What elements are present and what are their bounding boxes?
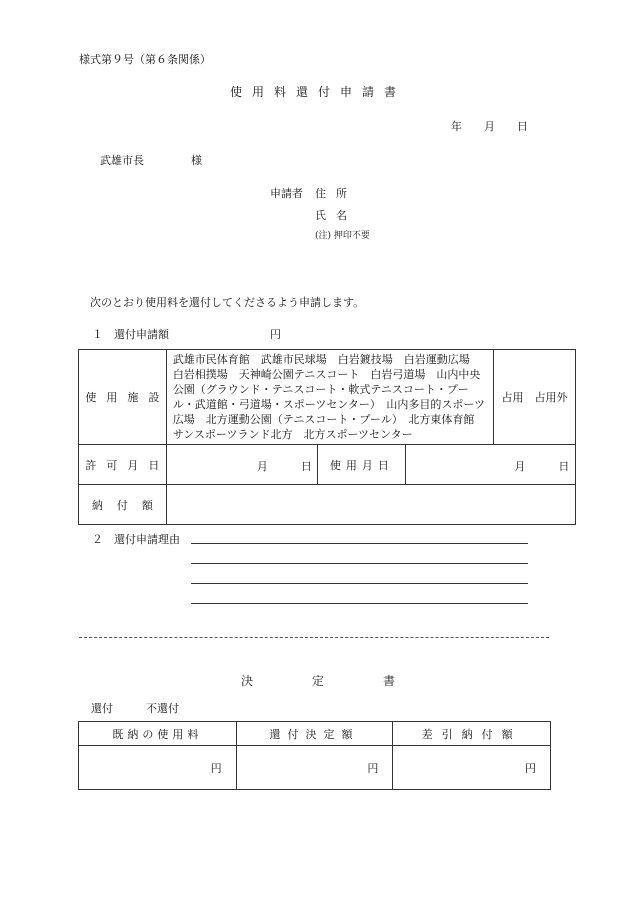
refund-amount-field[interactable] xyxy=(236,746,393,790)
date-day-label: 日 xyxy=(517,120,528,133)
name-label: 氏名 xyxy=(315,209,357,222)
use-date-label: 使用月日 xyxy=(318,445,406,485)
use-month-label: 月 xyxy=(514,460,526,473)
reason-line-4[interactable] xyxy=(191,603,528,604)
facility-list: 武雄市民体育館 武雄市民球場 白岩鍍技場 白岩運動広場 白岩相撲場 天神崎公園テニスコート 白岩弓道場 山内中央公園（グラウンド・テニスコート・軟式テニスコート・プール・武道館・弓道場・スポーツセンター） 山内多目的スポーツ広場 北方運動公園（テニスコート・プール） 北方東体育館 サンスポーツランド北方 北方スポーツセンター xyxy=(166,350,493,445)
page-title: 使用料還付申請書 xyxy=(230,85,407,99)
honorific: 様 xyxy=(191,154,202,167)
applicant-label: 申請者 xyxy=(270,187,303,200)
refund-amount-label: １ 還付申請額 xyxy=(92,328,169,341)
use-day-label: 日 xyxy=(558,460,570,473)
refund-amount-unit: 円 xyxy=(270,328,281,341)
permit-month-label: 月 xyxy=(256,460,268,473)
address-label: 住所 xyxy=(315,187,357,200)
paid-amount-label: 納付額 xyxy=(79,485,167,525)
use-date-field[interactable] xyxy=(406,445,576,485)
decision-title: 決定書 xyxy=(241,674,455,688)
addressee: 武雄市長 xyxy=(100,154,144,167)
permit-day-label: 日 xyxy=(300,460,312,473)
reason-line-1[interactable] xyxy=(191,543,528,544)
facility-label: 使用施設 xyxy=(79,350,167,445)
refund-option: 還付 xyxy=(91,702,113,715)
net-amount-field[interactable] xyxy=(393,746,551,790)
reason-line-2[interactable] xyxy=(191,563,528,564)
paid-amount-field[interactable] xyxy=(166,485,575,525)
header-net-amount: 差引納付額 xyxy=(393,722,551,746)
facility-table xyxy=(78,349,576,525)
date-month-label: 月 xyxy=(484,120,495,133)
net-amount-unit: 円 xyxy=(525,761,536,775)
cut-line xyxy=(79,637,549,638)
date-year-label: 年 xyxy=(451,120,462,133)
refund-amount-unit: 円 xyxy=(367,761,379,775)
decision-table xyxy=(78,721,551,790)
reason-line-3[interactable] xyxy=(191,583,528,584)
permit-date-label: 許可月日 xyxy=(79,445,167,485)
paid-fee-field[interactable] xyxy=(79,746,237,790)
header-refund-amount: 還付決定額 xyxy=(236,722,393,746)
paid-fee-unit: 円 xyxy=(210,761,222,775)
permit-date-field[interactable] xyxy=(166,445,318,485)
no-refund-option: 不還付 xyxy=(146,702,179,715)
reason-label: ２ 還付申請理由 xyxy=(92,533,180,546)
form-number: 様式第９号（第６条関係） xyxy=(79,53,211,66)
seal-note: (注) 押印不要 xyxy=(315,231,370,241)
usage-type: 占用 占用外 xyxy=(494,350,576,445)
request-text: 次のとおり使用料を還付してくださるよう申請します。 xyxy=(90,296,365,309)
header-paid-fee: 既納の使用料 xyxy=(79,722,237,746)
